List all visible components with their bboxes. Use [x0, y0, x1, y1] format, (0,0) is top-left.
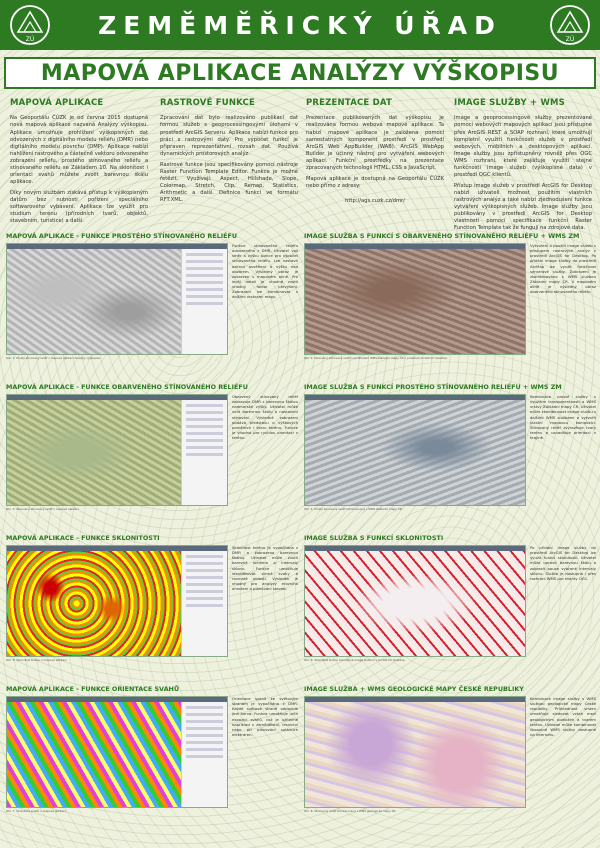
panel-heading: MAPOVÁ APLIKACE - FUNKCE SKLONITOSTI — [6, 534, 160, 542]
panel-caption: Obr. 6: Sklonitost terénu zobrazená image službou v ArcGIS for Desktop. — [304, 658, 406, 662]
side-panel — [181, 249, 227, 354]
panel-heading: MAPOVÁ APLIKACE - FUNKCE OBARVENÉHO STÍNOVANÉHO RELIÉFU — [6, 383, 248, 391]
column-paragraph: Díky novým službám získává přístup k výškopisným datům bez nutnosti pořízení speciálního softwarového vybavení. Aplikace lze využít pro studium terénu (přírodních tvarů, objektů, stavebním, turistice) a další. — [10, 189, 148, 224]
panel-caption: Obr. 1: Prostý stínovaný reliéf v mapové aplikaci Analýzy výškopisu. — [6, 356, 102, 360]
column-paragraph: Přístup image služeb v prostředí ArcGIS for Desktop nabízí uživateli možnost použitím vlastních rastrových analýz a také nabízí zjednodušení funkce vytváření výškopisných služeb. Image služby jsou publikovány v prostředí ArcGIS for Desktop vlastností pomocí specifikace funkční Raster Function Template tak že fungují na zdrojové data. — [454, 182, 592, 231]
emblem-icon — [550, 4, 590, 46]
column-heading: IMAGE SLUŽBY + WMS — [454, 98, 566, 108]
map-view[interactable] — [7, 551, 181, 656]
column-heading: RASTROVÉ FUNKCE — [160, 98, 256, 108]
column-paragraph: Rastrové funkce jsou specifikovány pomocí nástroje Raster Function Template Editor. Funkce je možné řetězit. Využívají: Aspect, Hillshade, Slope, Colormap, Stretch, Clip, Remap, Statistics, Arithmetic a další. Definice funkcí ve formátu RFT.XML. — [160, 161, 298, 203]
screenshot-image — [304, 243, 526, 355]
panel-text: Kombinace prosté služby s využitím transparentnosti a WMS vrstvy Základní mapy ČR. Uživatel může zkombinovat image službu s dalšími WMS službami a vytvořit vlastní mapovou kompozici. Stínovaný reliéf zvýrazňuje tvary terénu a usnadňuje orientaci v krajině. — [530, 394, 596, 440]
side-panel — [181, 702, 227, 807]
screenshot-image — [304, 696, 526, 808]
map-view[interactable] — [7, 702, 181, 807]
panel-text: Sklonitost terénu je vypočítána z DMR a zobrazena barevnou škálou. Uživatel může zvolit barevné schéma a intervaly sklonu. Funkce umožňuje identifikovat strmé svahy a rovinaté oblasti. Výsledek je vhodný pro analýzy erozního ohrožení a plánování staveb. — [232, 545, 298, 591]
map-view[interactable] — [7, 249, 181, 354]
panel-heading: IMAGE SLUŽBA S FUNKCÍ PROSTÉHO STÍNOVANÉHO RELIÉFU + WMS ZM — [304, 383, 562, 391]
panel-text: Obarvený stínovaný reliéf zobrazuje DMR s barevnou škálou nadmořské výšky. Uživatel může volit barevnou škálu a nastavení stínování. Výsledné zobrazení podává představu o výškových poměrech i tvaru terénu. Funkce je vhodná pro rychlou orientaci v terénu. — [232, 394, 298, 440]
column-paragraph: Prezentace publikovaných dat výškopisu je realizována formou webové mapové aplikace. Ta nabízí mapové aplikace je založena pomocí samostatných komponent prostředí v prostředí ArcGIS Web AppBuilder (WAB). ArcGIS WebApp Builder je účinný nástroj pro vytváření webových aplikací. Funkční prostředky na prezentace zpracovaných technologií HTML, CSS a JavaScript. — [306, 115, 444, 171]
column-paragraph: Image a geoprocessingové služby prezentované pomocí webových mapových aplikací jsou přístupné přes ArcGIS REST a SOAP rozhraní, které umožňují kompletní využití funkčnosti služeb v prostředí webových, mobilních a desktopových aplikací. Image služby jsou zpřístupněny rovněž přes OGC WMS rozhraní, které zajišťuje využití stejné funkčnosti image služeb (výškopisné data) v prostředí OGC klientů. — [454, 115, 592, 178]
screenshot-image — [6, 545, 228, 657]
side-panel — [181, 400, 227, 505]
screenshot-image — [6, 696, 228, 808]
map-view[interactable] — [305, 249, 525, 354]
column-paragraph: Zpracování dat bylo realizováno publikací dat formou služeb s geoprocessingovými úlohami v prostředí ArcGIS Serveru. Aplikace nabízí funkce pro práci s rastrovými daty. Pro výpočet funkcí je připraven reprezentativní rozsah dat. Používá dynamických prostorových analýz. — [160, 115, 298, 157]
column-mapova-aplikace — [10, 98, 148, 228]
panel-colored-hillshade-app — [6, 383, 298, 511]
panel-heading: IMAGE SLUŽBA + WMS GEOLOGICKÉ MAPY ČESKÉ REPUBLIKY — [304, 685, 524, 693]
column-image-sluzby — [454, 98, 592, 231]
panel-text: Po přidání image služby do prostředí ArcGIS for Desktop lze využít funkci sklonitosti. Uživatel může upravit barevnou škálu a zobrazit pouze vybrané intervaly sklonu. Služba je dostupná i přes rozhraní WMS pro klienty OGC. — [530, 545, 596, 581]
column-heading: PREZENTACE DAT — [306, 98, 392, 108]
panel-caption: Obr. 3: Obarvený stínovaný reliéf v mapové aplikaci. — [6, 507, 80, 511]
panel-heading: MAPOVÁ APLIKACE - FUNKCE PROSTÉHO STÍNOVANÉHO RELIÉFU — [6, 232, 238, 240]
panel-colored-hillshade-service — [304, 232, 596, 360]
panel-text: Kombinace image služby s WMS službou geologické mapy České republiky. Průhlednost vrstev umožňuje sledovat vztah mezi geologickým podložím a tvarem terénu. Uživatel může kombinovat libovolné WMS služby dostupné na internetu. — [530, 696, 596, 737]
panel-caption: Obr. 8: Stínovaný reliéf kombinovaný s WMS geologické mapy ČR. — [304, 809, 397, 813]
panel-text: Funkce stínovaného reliéfu odvozeného z DMR. Uživatel volí směr a výšku slunce pro výpočet stínovaného reliéfu. Lze nastavit azimut osvětlení a výšku nad obzorem. Výsledný obraz je zobrazen v mapovém okně. Pro lepší detail je vhodné zvolit vhodný faktor převýšení. Zobrazení lze kombinovat s dalšími vrstvami mapy. — [232, 243, 298, 300]
emblem-icon — [10, 4, 50, 46]
column-prezentace-dat — [306, 98, 444, 228]
column-paragraph: Na Geoportálu ČÚZK je od června 2015 dostupná nová mapová aplikace nazvaná Analýzy výškopisu. Aplikace umožňuje prohlížení výškopisných dat odvozených z digitálního modelu reliéfu (DMR) nebo digitálního modelu povrchu (DMP). Aplikace nabízí nahlížení rastrového a částečně vektoru odvozeného zobrazení reliéfu, prostého stínovaného reliéfu a stínovaného reliéfu se Základem 10. Na sklonitost i orientaci svahů můžete zvolit barevnou škálu aplikace. — [10, 115, 148, 185]
map-view[interactable] — [305, 551, 525, 656]
panel-caption: Obr. 5: Sklonitost terénu v mapové aplikaci. — [6, 658, 68, 662]
screenshot-image — [6, 243, 228, 355]
panel-heading: IMAGE SLUŽBA S FUNKCÍ S OBARVENÉHO STÍNOVANÉHO RELIÉFU + WMS ZM — [304, 232, 580, 240]
panel-caption: Obr. 2: Obarvený stínovaný reliéf s podkladem WMS Základní mapy ČR v prostředí ArcGIS for Desktop. — [304, 356, 448, 360]
panel-slope-service — [304, 534, 596, 662]
panel-geology-service — [304, 685, 596, 813]
panel-caption: Obr. 7: Orientace svahů v mapové aplikaci. — [6, 809, 67, 813]
map-view[interactable] — [305, 702, 525, 807]
org-title: ZEMĚMĚŘICKÝ ÚŘAD — [98, 10, 502, 40]
column-heading: MAPOVÁ APLIKACE — [10, 98, 104, 108]
panel-text: Orientace svahů ke světovým stranám je vypočítána z DMR. Každé světové straně odpovídá jiná barva. Funkce umožňuje určit expozici svahů, což je užitečné například v zemědělství, lesnictví nebo při plánování solárních elektráren. — [232, 696, 298, 737]
panel-hillshade-app — [6, 232, 298, 360]
panel-caption: Obr. 4: Prostý stínovaný reliéf kombinovaný s WMS Základní mapy ČR. — [304, 507, 403, 511]
map-view[interactable] — [305, 400, 525, 505]
map-view[interactable] — [7, 400, 181, 505]
poster-title: MAPOVÁ APLIKACE ANALÝZY VÝŠKOPISU — [40, 60, 560, 86]
panel-heading: MAPOVÁ APLIKACE - FUNKCE ORIENTACE SVAHŮ — [6, 685, 180, 693]
screenshot-image — [6, 394, 228, 506]
application-link[interactable]: http://ags.cuzk.cz/dmr/ — [345, 197, 405, 204]
side-panel — [181, 551, 227, 656]
panel-hillshade-service — [304, 383, 596, 511]
screenshot-image — [304, 394, 526, 506]
emblem-label: ZÚ — [565, 36, 575, 43]
panel-text: Vytvoření a použití image služeb s přístupem rastrových analýz v prostředí ArcGIS for Desktop. Po přidání image služby do prostředí ArcMap lze využít funkčnost serverové služby. Zobrazení je zkombinováno s WMS službou Základní mapy ČR. V mapovém okně je výsledný obraz obarveného stínovaného reliéfu. — [530, 243, 596, 295]
panel-slope-app — [6, 534, 298, 662]
panel-heading: IMAGE SLUŽBA S FUNKCÍ SKLONITOSTI — [304, 534, 444, 542]
header-bar — [0, 0, 600, 50]
column-paragraph: Mapová aplikace je dostupná na Geoportálu ČÚZK nebo přímo z adresy: — [306, 175, 444, 189]
screenshot-image — [304, 545, 526, 657]
emblem-label: ZÚ — [25, 36, 35, 43]
column-rastrove-funkce — [160, 98, 298, 228]
panel-aspect-app — [6, 685, 298, 813]
poster-title-box — [4, 57, 596, 89]
